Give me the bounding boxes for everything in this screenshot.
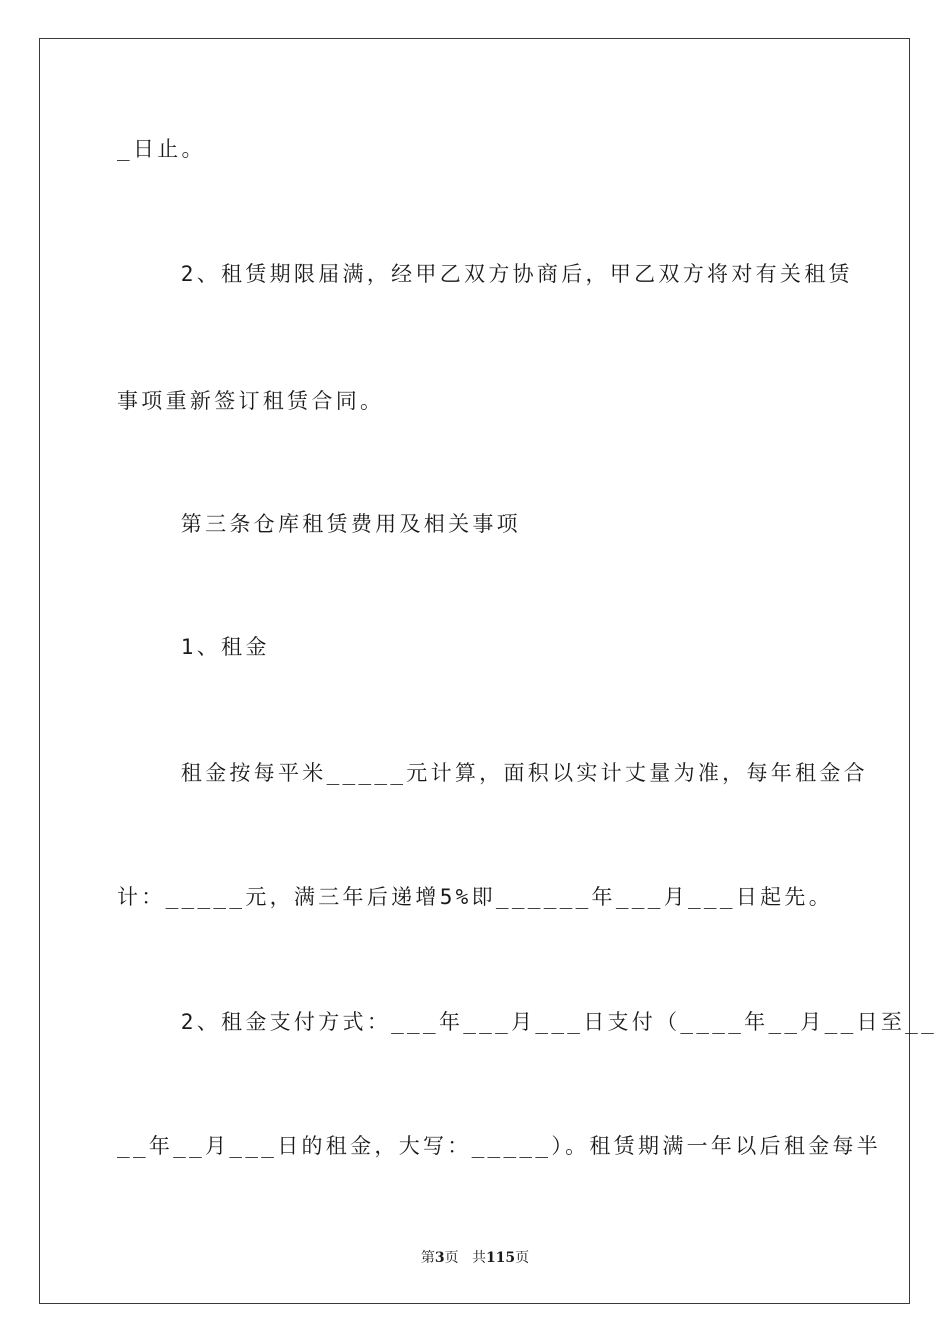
text-line: 租金按每平米_____元计算，面积以实计丈量为准，每年租金合: [117, 761, 868, 785]
page-total: 115: [485, 1250, 516, 1266]
page-prefix: 第: [420, 1250, 435, 1266]
text-line: __年__月___日的租金，大写：_____）。租赁期满一年以后租金每半: [117, 1134, 882, 1158]
total-prefix: 共: [471, 1250, 486, 1266]
clause-heading: 1、租金: [117, 635, 270, 659]
page-border: [39, 38, 910, 1304]
text-line: 2、租金支付方式：___年___月___日支付（____年__月__日至__: [117, 1010, 938, 1034]
total-suffix: 页: [515, 1250, 530, 1266]
text-line: 事项重新签订租赁合同。: [117, 389, 385, 413]
section-heading: 第三条仓库租赁费用及相关事项: [117, 512, 521, 536]
page-number: 3: [434, 1250, 445, 1266]
page-suffix: 页: [444, 1250, 459, 1266]
text-line: _日止。: [117, 137, 206, 161]
page-footer: [0, 1247, 950, 1267]
text-line: 2、租赁期限届满，经甲乙双方协商后，甲乙双方将对有关租赁: [117, 262, 853, 286]
text-line: 计：_____元，满三年后递增5%即______年___月___日起先。: [117, 885, 834, 909]
